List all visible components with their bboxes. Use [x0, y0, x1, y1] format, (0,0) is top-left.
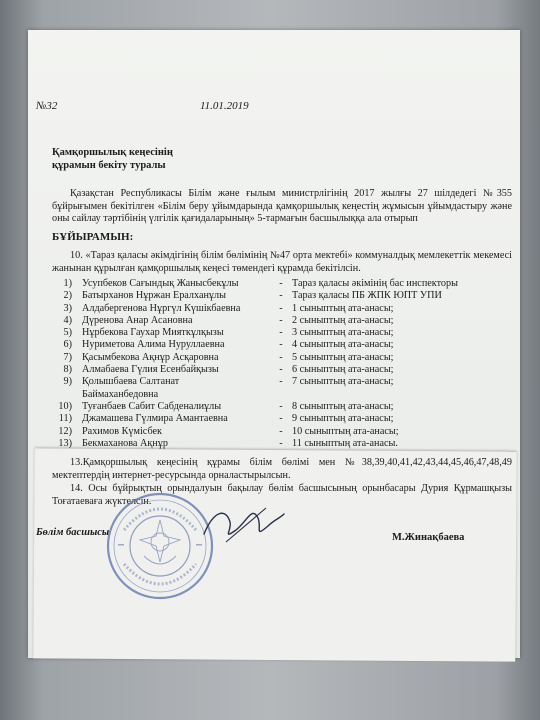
member-role: 8 сыныптың ата-анасы; — [292, 400, 394, 412]
member-name-text: Алмабаева Гүлия Есенбайқызы — [82, 364, 219, 376]
member-name — [82, 401, 270, 413]
member-name — [82, 352, 270, 364]
member-role: 1 сыныптың ата-анасы; — [292, 302, 394, 314]
member-dash: - — [279, 314, 283, 326]
member-dash: - — [279, 278, 283, 289]
member-number: 10) — [58, 400, 72, 412]
member-name-text: Рахимов Күмісбек — [82, 425, 162, 437]
member-number: 12) — [58, 425, 72, 437]
member-role: 4 сыныптың ата-анасы; — [292, 339, 394, 351]
council-members-table — [30, 278, 472, 450]
document-number: №32 — [36, 100, 58, 112]
member-role: 5 сыныптың ата-анасы; — [292, 351, 394, 363]
member-number: 9) — [63, 376, 72, 388]
member-role: 7 сыныптың ата-анасы; — [292, 376, 394, 388]
member-name — [82, 278, 270, 290]
member-role: 10 сыныптың ата-анасы; — [292, 425, 399, 437]
member-dash: - — [279, 400, 283, 412]
member-name — [82, 438, 270, 450]
member-number: 8) — [63, 364, 72, 376]
member-role: 6 сыныптың ата-анасы; — [292, 364, 394, 376]
member-row — [30, 401, 472, 413]
signatory-name: М.Жинақбаева — [392, 532, 465, 543]
member-dash: - — [279, 327, 283, 339]
member-number: 2) — [63, 290, 72, 302]
member-row — [30, 327, 472, 339]
member-row — [30, 352, 472, 364]
member-name — [82, 364, 270, 376]
member-name-text: Усупбеков Сағындық Жаныcбекұлы — [82, 278, 239, 289]
member-row — [30, 364, 472, 376]
document-title-line-2: құрамын бекіту туралы — [52, 160, 166, 171]
member-dash: - — [279, 351, 283, 363]
member-row — [30, 426, 472, 438]
order-word: БҰЙЫРАМЫН: — [52, 231, 134, 243]
member-name-text: Нұрбекова Гаухар Мияткұлқызы — [82, 327, 224, 339]
member-name-text: Қолышбаева Салтанат — [82, 376, 180, 388]
member-number: 11) — [58, 413, 72, 425]
member-number: 1) — [63, 278, 72, 289]
member-name-text: Нуриметова Алима Нуруллаевна — [82, 339, 225, 351]
member-row — [30, 413, 472, 425]
document-title-line-1: Қамқоршылық кеңесінің — [52, 147, 173, 158]
member-row — [30, 339, 472, 351]
member-dash: - — [279, 413, 283, 425]
member-name-text: Қасымбекова Ақнұр Асқаровна — [82, 351, 219, 363]
member-row — [30, 303, 472, 315]
member-row — [30, 315, 472, 327]
member-role: Тараз қаласы әкімінің бас инспекторы — [292, 278, 458, 289]
member-role: 3 сыныптың ата-анасы; — [292, 327, 394, 339]
member-row — [30, 376, 472, 401]
member-name — [82, 426, 270, 438]
item-10-paragraph: 10. «Тараз қаласы әкімдігінің білім бөлімінің №47 орта мектебі» коммуналдық мемлекеттік мекемесі жанынан құрылған қамқоршылық кеңесі төмендегі құрамда бекітілсін. — [52, 250, 512, 274]
member-name-text: Джамашева Гүлмира Амантаевна — [82, 413, 228, 425]
member-number: 5) — [63, 327, 72, 339]
member-name — [82, 315, 270, 327]
member-number: 3) — [63, 302, 72, 314]
member-name — [82, 303, 270, 315]
member-name-text: Батырханов Нұржан Ералханұлы — [82, 290, 226, 302]
member-role: 2 сыныптың ата-анасы; — [292, 314, 394, 326]
member-name-text: Дүренова Анар Асановна — [82, 314, 193, 326]
member-name — [82, 413, 270, 425]
member-name-continuation: Баймаханбедовна — [82, 388, 159, 400]
member-name-text: Бекмаханова Ақнұр — [82, 437, 168, 449]
member-number: 4) — [63, 314, 72, 326]
member-dash: - — [279, 290, 283, 302]
member-dash: - — [279, 376, 283, 388]
document-date: 11.01.2019 — [200, 100, 249, 112]
member-name — [82, 376, 270, 401]
member-dash: - — [279, 339, 283, 351]
member-dash: - — [279, 425, 283, 437]
member-number: 6) — [63, 339, 72, 351]
member-name — [82, 290, 270, 302]
member-name — [82, 339, 270, 351]
item-14-paragraph: 14. Осы бұйрықтың орындалуын бақылау бөлім басшысының орынбасары Дурия Құрмашқызы Тоғатаеваға жүктелсін. — [52, 483, 512, 507]
member-dash: - — [279, 302, 283, 314]
member-dash: - — [279, 364, 283, 376]
member-row — [30, 290, 472, 302]
member-number: 7) — [63, 351, 72, 363]
member-row — [30, 438, 472, 450]
member-role: Тараз қаласы ПБ ЖПК ЮПТ УПИ — [292, 290, 442, 302]
member-role: 11 сыныптың ата-анасы. — [292, 437, 398, 449]
member-name — [82, 327, 270, 339]
member-name-text: Туғанбаев Сабит Сабденалиұлы — [82, 400, 222, 412]
member-dash: - — [279, 437, 283, 449]
item-13-paragraph: 13.Қамқоршылық кеңесінің құрамы білім бөлімі мен №38,39,40,41,42,43,44,45,46,47,48,49 мектептердің интернет-ресурсында орналастырылсын. — [52, 457, 512, 481]
member-role: 9 сыныптың ата-анасы; — [292, 413, 394, 425]
member-row — [30, 278, 472, 290]
member-name-text: Алдабергенова Нұргүл Күшікбаевна — [82, 302, 241, 314]
member-number: 13) — [58, 437, 72, 449]
signatory-title: Бөлім басшысы — [36, 527, 110, 538]
intro-paragraph: Қазақстан Республикасы Білім және ғылым министрлігінің 2017 жылғы 27 шілдедегі №355 бұйрығымен бекітілген «Білім беру ұйымдарында қамқоршылық кеңестің жұмысын ұйымдастыру және оны сайлау тәртібінің үлгілік қағидаларының» 5-тармағын басшылыққа ала отырып — [52, 188, 512, 225]
handwritten-signature-icon — [196, 500, 286, 550]
